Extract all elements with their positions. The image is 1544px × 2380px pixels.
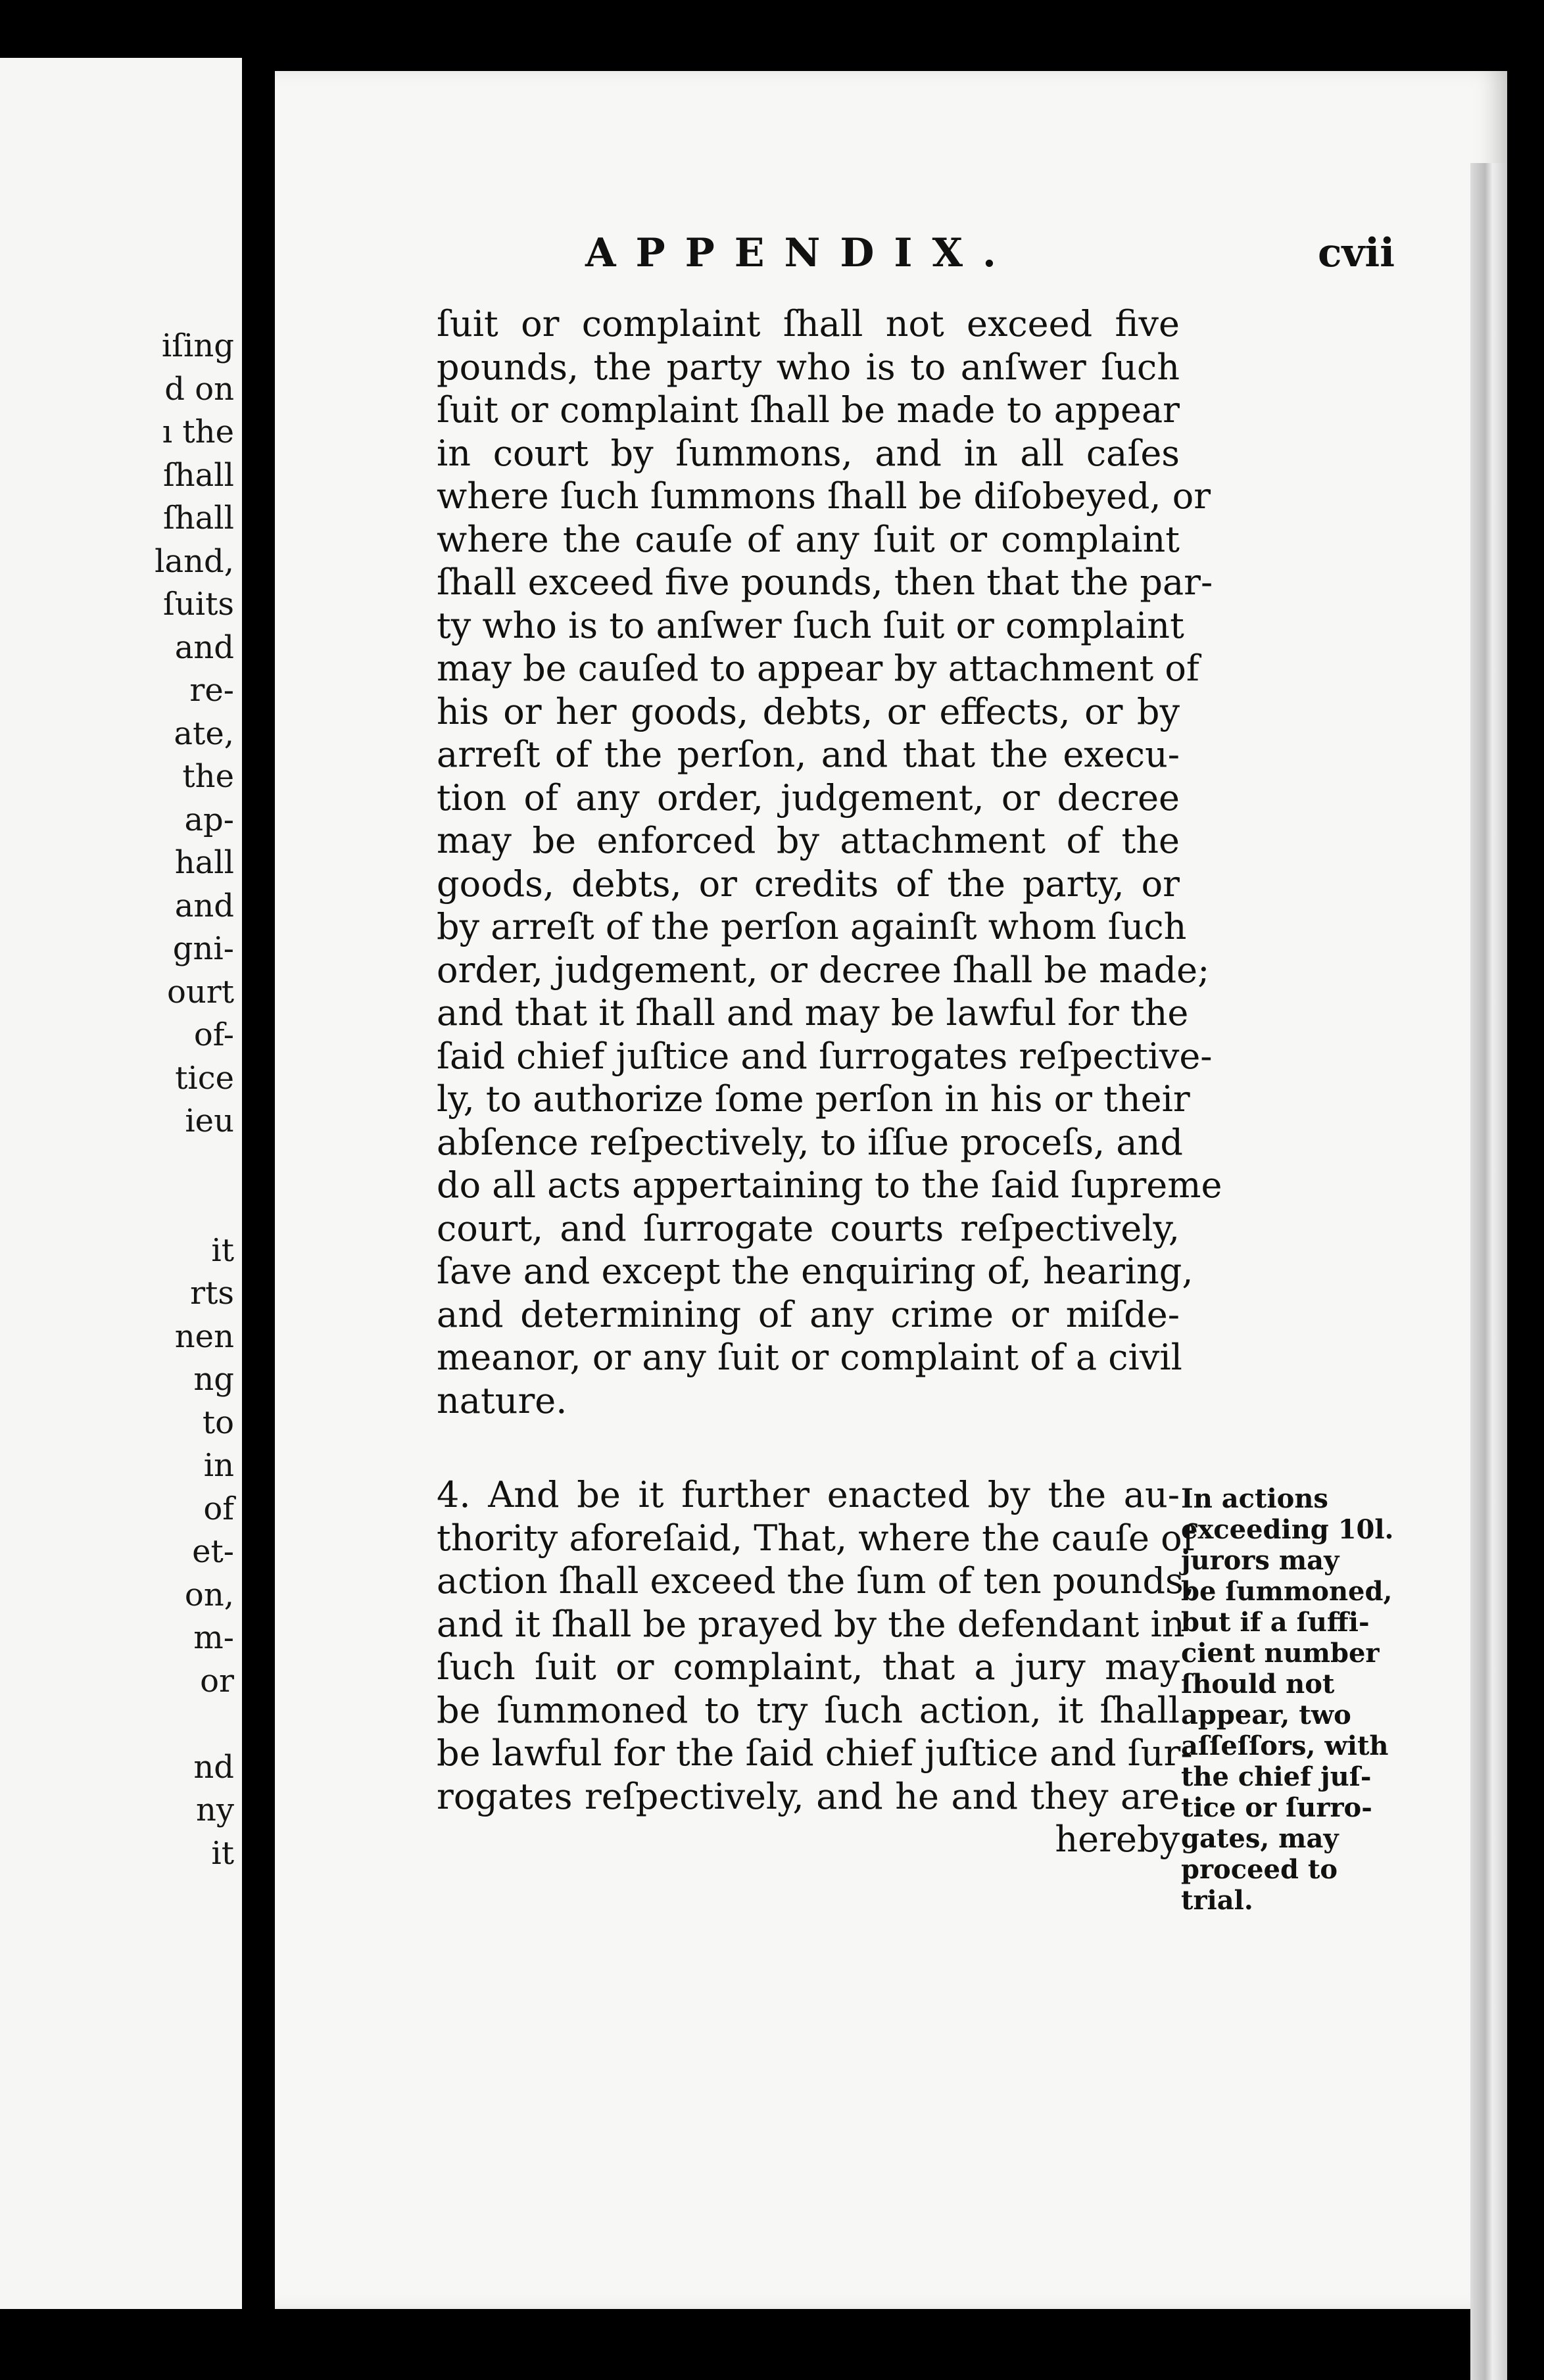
left-page-fragment: and bbox=[174, 629, 234, 666]
page-number: cvii bbox=[1318, 230, 1395, 276]
text-line: thority aforeſaid, That, where the cauſe of bbox=[437, 1517, 1195, 1559]
text-line: meanor, or any ſuit or complaint of a civil bbox=[437, 1337, 1182, 1378]
margin-note-line: jurors may bbox=[1181, 1545, 1339, 1576]
left-page-fragment: tice bbox=[175, 1059, 234, 1097]
left-page-fragment: nd bbox=[193, 1748, 234, 1786]
left-page-fragment: it bbox=[211, 1231, 234, 1269]
text-line: ſave and except the enquiring of, hearing, bbox=[437, 1250, 1194, 1292]
text-line: and determining of any crime or miſde- bbox=[437, 1293, 1180, 1335]
text-line: pounds, the party who is to anſwer ſuch bbox=[437, 346, 1180, 388]
left-page-fragment: ı the bbox=[162, 414, 234, 450]
text-line: be ſummoned to try ſuch action, it ſhall bbox=[437, 1689, 1180, 1731]
left-page-fragment: ourt bbox=[166, 973, 234, 1011]
left-facing-page bbox=[0, 58, 242, 2309]
margin-note-line: In actions bbox=[1181, 1483, 1328, 1514]
margin-note-line: aſſeſſors, with bbox=[1181, 1730, 1389, 1761]
left-page-fragment: re- bbox=[189, 672, 234, 709]
left-page-fragment: nen bbox=[174, 1318, 234, 1355]
text-line: be lawful for the ſaid chief juſtice and ſur- bbox=[437, 1732, 1193, 1774]
page-edge bbox=[1470, 163, 1507, 2380]
left-page-fragment: in bbox=[203, 1447, 234, 1484]
text-line: 4. And be it further enacted by the au- bbox=[437, 1474, 1180, 1515]
left-page-fragment: hall bbox=[174, 844, 234, 881]
text-line: by arreſt of the perſon againſt whom ſuch bbox=[437, 906, 1187, 947]
text-line: ty who is to anſwer ſuch ſuit or complaint bbox=[437, 604, 1184, 646]
text-line: tion of any order, judgement, or decree bbox=[437, 776, 1180, 819]
left-page-fragment: rts bbox=[190, 1275, 234, 1312]
text-line: action ſhall exceed the ſum of ten pounds, bbox=[437, 1560, 1195, 1602]
margin-note-line: tice or ſurro- bbox=[1181, 1792, 1372, 1823]
left-page-fragment: et- bbox=[192, 1533, 234, 1570]
running-head: APPENDIX. bbox=[585, 230, 1016, 276]
left-page-fragment: ſhall bbox=[163, 500, 234, 536]
text-line: abſence reſpectively, to iſſue proceſs, and bbox=[437, 1121, 1183, 1163]
text-line: ſuit or complaint ſhall be made to appear bbox=[437, 389, 1180, 431]
left-page-fragment: the bbox=[182, 758, 234, 795]
left-page-fragment: land, bbox=[155, 542, 234, 580]
paragraph-4 bbox=[437, 1473, 1195, 1818]
left-page-fragment: ieu bbox=[185, 1103, 234, 1139]
margin-note-line: trial. bbox=[1181, 1885, 1253, 1916]
left-page-fragment: and bbox=[174, 887, 234, 924]
text-line: ſaid chief juſtice and ſurrogates reſpective- bbox=[437, 1035, 1213, 1077]
margin-note-line: cient number bbox=[1181, 1638, 1380, 1669]
left-page-fragment: ſuits bbox=[163, 586, 234, 623]
left-page-fragment: d on bbox=[164, 370, 234, 408]
margin-note bbox=[1181, 1483, 1394, 1916]
margin-note-line: the chief juſ- bbox=[1181, 1761, 1372, 1792]
margin-note-line: exceeding 10l. bbox=[1181, 1514, 1394, 1545]
text-line: may be enforced by attachment of the bbox=[437, 820, 1180, 861]
text-line: arreſt of the perſon, and that the execu- bbox=[437, 734, 1180, 775]
paragraph-continued bbox=[437, 302, 1222, 1422]
text-line: ſuit or complaint ſhall not exceed five bbox=[437, 303, 1180, 345]
left-page-fragment: it bbox=[211, 1834, 234, 1872]
left-page-fragment: ſhall bbox=[163, 456, 234, 494]
text-line: where ſuch ſummons ſhall be diſobeyed, or bbox=[437, 475, 1211, 517]
text-line: ly, to authorize ſome perſon in his or their bbox=[437, 1078, 1190, 1120]
left-page-fragment: or bbox=[200, 1662, 234, 1700]
catchword: hereby bbox=[1055, 1819, 1180, 1860]
left-page-fragment: to bbox=[202, 1404, 234, 1441]
margin-note-line: be ſummoned, bbox=[1181, 1576, 1393, 1607]
text-line: and it ſhall be prayed by the defendant in bbox=[437, 1603, 1185, 1645]
left-page-fragment: iſing bbox=[161, 327, 234, 364]
text-line: order, judgement, or decree ſhall be made; bbox=[437, 949, 1210, 991]
left-page-fragment: on, bbox=[184, 1576, 234, 1613]
left-page-fragment: ng bbox=[193, 1361, 234, 1398]
text-line: where the cauſe of any ſuit or complaint bbox=[437, 518, 1180, 560]
text-line: ſhall exceed five pounds, then that the par- bbox=[437, 561, 1213, 603]
left-page-fragment: of- bbox=[193, 1016, 234, 1053]
left-page-fragment: of bbox=[203, 1490, 234, 1527]
margin-note-line: but if a ſuffi- bbox=[1181, 1607, 1370, 1638]
text-line: rogates reſpectively, and he and they are bbox=[437, 1775, 1180, 1817]
left-page-fragment: ate, bbox=[174, 715, 234, 752]
book-gutter bbox=[245, 0, 276, 2309]
text-line: may be cauſed to appear by attachment of bbox=[437, 648, 1199, 689]
text-line: in court by ſummons, and in all caſes bbox=[437, 432, 1180, 474]
margin-note-line: gates, may bbox=[1181, 1823, 1339, 1854]
margin-note-line: ſhould not bbox=[1181, 1669, 1335, 1700]
left-page-fragment: ny bbox=[195, 1792, 234, 1828]
text-line: goods, debts, or credits of the party, or bbox=[437, 863, 1180, 905]
left-page-fragment: ap- bbox=[184, 801, 234, 838]
left-page-fragment: gni- bbox=[172, 930, 234, 967]
text-line: and that it ſhall and may be lawful for the bbox=[437, 992, 1189, 1034]
text-line: nature. bbox=[437, 1379, 567, 1421]
margin-note-line: appear, two bbox=[1181, 1700, 1351, 1730]
text-line: his or her goods, debts, or effects, or by bbox=[437, 690, 1180, 732]
left-page-fragment: m- bbox=[193, 1619, 234, 1656]
text-line: ſuch ſuit or complaint, that a jury may bbox=[437, 1646, 1180, 1688]
text-line: do all acts appertaining to the ſaid ſupreme bbox=[437, 1164, 1222, 1206]
margin-note-line: proceed to bbox=[1181, 1854, 1338, 1885]
text-line: court, and ſurrogate courts reſpectively, bbox=[437, 1207, 1180, 1249]
body-text bbox=[437, 302, 1222, 1861]
